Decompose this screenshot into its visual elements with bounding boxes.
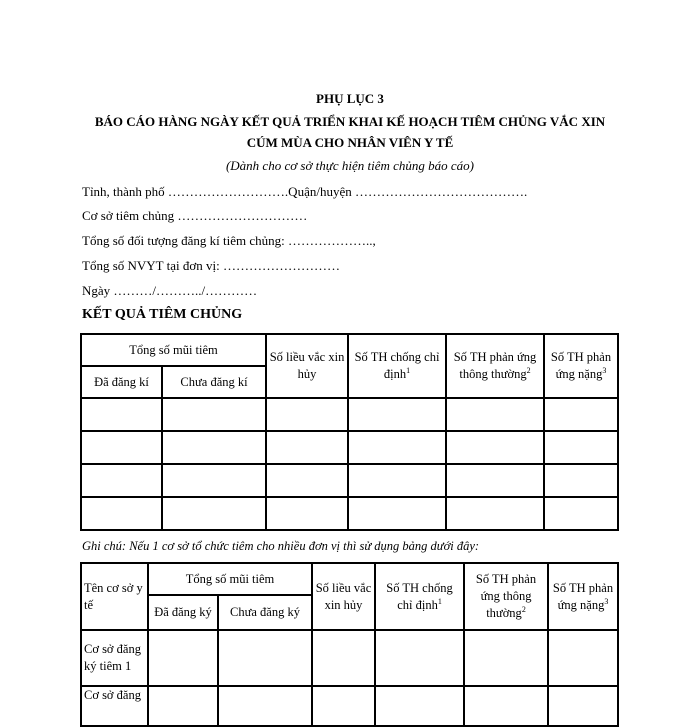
section-title: KẾT QUẢ TIÊM CHỦNG (82, 307, 243, 322)
report-subtitle: (Dành cho cơ sở thực hiện tiêm chủng báo cáo) (225, 158, 475, 173)
province-field: Tỉnh, thành phố ……………………….Quận/huyện …………………………………. (82, 184, 528, 199)
not-registered-header: Chưa đăng kí (162, 366, 266, 398)
facility-row-label: Cơ sở đăng ký tiêm 1 (81, 630, 148, 686)
multi-facility-table (80, 562, 619, 727)
table-row (81, 398, 618, 431)
table-row (81, 686, 618, 726)
appendix-label: PHỤ LỤC 3 (316, 91, 384, 106)
total-doses-header: Tổng số mũi tiêm (81, 334, 266, 366)
registered-header: Đã đăng kí (81, 366, 162, 398)
contraindication-header: Số TH chống chỉ định$^1$ (348, 334, 446, 398)
not-registered-header: Chưa đăng ký (218, 595, 312, 630)
table-row (81, 431, 618, 464)
facility-name-header: Tên cơ sở y tế (81, 563, 148, 630)
report-title-line2: CÚM MÙA CHO NHÂN VIÊN Y TẾ (246, 135, 454, 150)
table-row (81, 497, 618, 530)
facility-row-label: Cơ sở đăng (81, 686, 148, 726)
total-doses-header: Tổng số mũi tiêm (148, 563, 312, 595)
facility-field: Cơ sở tiêm chủng ………………………… (82, 208, 308, 223)
vaccine-destroyed-header: Số liều vắc xin hủy (266, 334, 348, 398)
normal-reaction-header: Số TH phản ứng thông thường$^2$ (464, 563, 548, 630)
severe-reaction-header: Số TH phản ứng nặng$^3$ (548, 563, 618, 630)
table-row (81, 630, 618, 686)
registered-total-field: Tổng số đối tượng đăng kí tiêm chủng: ……………….., (82, 233, 376, 248)
normal-reaction-header: Số TH phản ứng thông thường$^2$ (446, 334, 544, 398)
report-title-line1: BÁO CÁO HÀNG NGÀY KẾT QUẢ TRIỂN KHAI KẾ HOẠCH TIÊM CHỦNG VẮC XIN (94, 114, 606, 129)
results-table (80, 333, 619, 531)
table-row (81, 464, 618, 497)
severe-reaction-header: Số TH phản ứng nặng$^3$ (544, 334, 618, 398)
registered-header: Đã đăng ký (148, 595, 218, 630)
staff-total-field: Tổng số NVYT tại đơn vị: ……………………… (82, 258, 340, 273)
footnote: Ghi chú: Nếu 1 cơ sở tổ chức tiêm cho nhiều đơn vị thì sử dụng bảng dưới đây: (82, 539, 480, 553)
contraindication-header: Số TH chống chỉ định$^1$ (375, 563, 464, 630)
date-field: Ngày ………/………../………… (82, 283, 258, 298)
vaccine-destroyed-header: Số liều vắc xin hủy (312, 563, 375, 630)
